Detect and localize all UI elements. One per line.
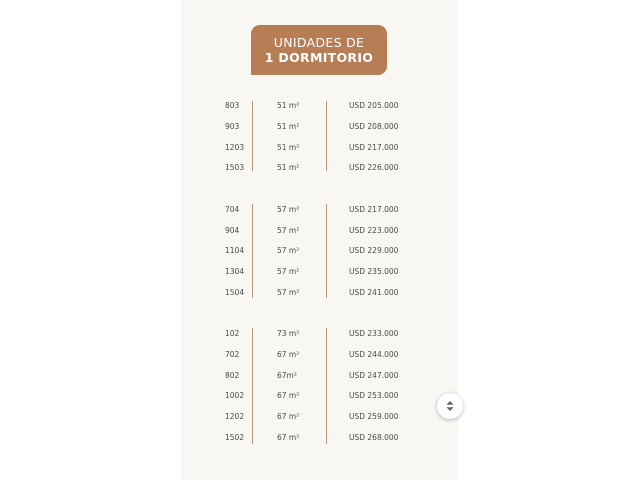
- unit-number: 1504: [225, 288, 245, 297]
- unit-area: 51 m²: [277, 143, 300, 152]
- unit-price: USD 253.000: [349, 391, 399, 400]
- unit-area: 67 m²: [277, 412, 300, 421]
- table-row: [0, 142, 640, 154]
- unit-number: 904: [225, 226, 240, 235]
- scroll-toggle-button[interactable]: [437, 393, 463, 419]
- table-row: [0, 162, 640, 174]
- unit-number: 803: [225, 101, 240, 110]
- unit-area: 57 m²: [277, 288, 300, 297]
- column-divider: [252, 328, 253, 444]
- unit-number: 903: [225, 122, 240, 131]
- unit-number: 802: [225, 371, 240, 380]
- table-row: [0, 349, 640, 361]
- unit-number: 1304: [225, 267, 245, 276]
- unit-number: 1503: [225, 163, 245, 172]
- unit-price: USD 217.000: [349, 143, 399, 152]
- unit-price: USD 259.000: [349, 412, 399, 421]
- title-line-1: UNIDADES DE: [273, 35, 365, 50]
- unit-number: 1502: [225, 433, 245, 442]
- unit-area: 57 m²: [277, 205, 300, 214]
- unit-area: 57 m²: [277, 226, 300, 235]
- table-row: [0, 411, 640, 423]
- unit-area: 67 m²: [277, 433, 300, 442]
- unit-price: USD 268.000: [349, 433, 399, 442]
- title-line-2: 1 DORMITORIO: [264, 50, 374, 65]
- unit-area: 67 m²: [277, 350, 300, 359]
- unit-number: 102: [225, 329, 240, 338]
- unit-price: USD 229.000: [349, 246, 399, 255]
- unit-price: USD 205.000: [349, 101, 399, 110]
- table-row: [0, 287, 640, 299]
- unit-area: 67m²: [277, 371, 297, 380]
- unit-price: USD 233.000: [349, 329, 399, 338]
- column-divider: [326, 328, 327, 444]
- table-row: [0, 100, 640, 112]
- unit-number: 1203: [225, 143, 245, 152]
- table-row: [0, 245, 640, 257]
- table-row: [0, 328, 640, 340]
- table-row: [0, 390, 640, 402]
- unit-price: USD 223.000: [349, 226, 399, 235]
- unit-area: 51 m²: [277, 101, 300, 110]
- unit-number: 702: [225, 350, 240, 359]
- unit-price: USD 235.000: [349, 267, 399, 276]
- unit-area: 73 m²: [277, 329, 300, 338]
- unit-number: 1202: [225, 412, 245, 421]
- unit-area: 51 m²: [277, 163, 300, 172]
- table-row: [0, 266, 640, 278]
- unit-price: USD 247.000: [349, 371, 399, 380]
- table-row: [0, 121, 640, 133]
- section-title-badge: [251, 25, 387, 75]
- unit-price: USD 241.000: [349, 288, 399, 297]
- unit-price: USD 217.000: [349, 205, 399, 214]
- unit-number: 1002: [225, 391, 245, 400]
- unit-area: 57 m²: [277, 246, 300, 255]
- table-row: [0, 204, 640, 216]
- unit-area: 57 m²: [277, 267, 300, 276]
- unit-price: USD 244.000: [349, 350, 399, 359]
- unit-number: 1104: [225, 246, 245, 255]
- unit-price: USD 226.000: [349, 163, 399, 172]
- unit-area: 51 m²: [277, 122, 300, 131]
- unit-area: 67 m²: [277, 391, 300, 400]
- table-row: [0, 225, 640, 237]
- table-row: [0, 432, 640, 444]
- unit-number: 704: [225, 205, 240, 214]
- table-row: [0, 370, 640, 382]
- up-down-arrows-icon: [445, 400, 455, 412]
- unit-price: USD 208.000: [349, 122, 399, 131]
